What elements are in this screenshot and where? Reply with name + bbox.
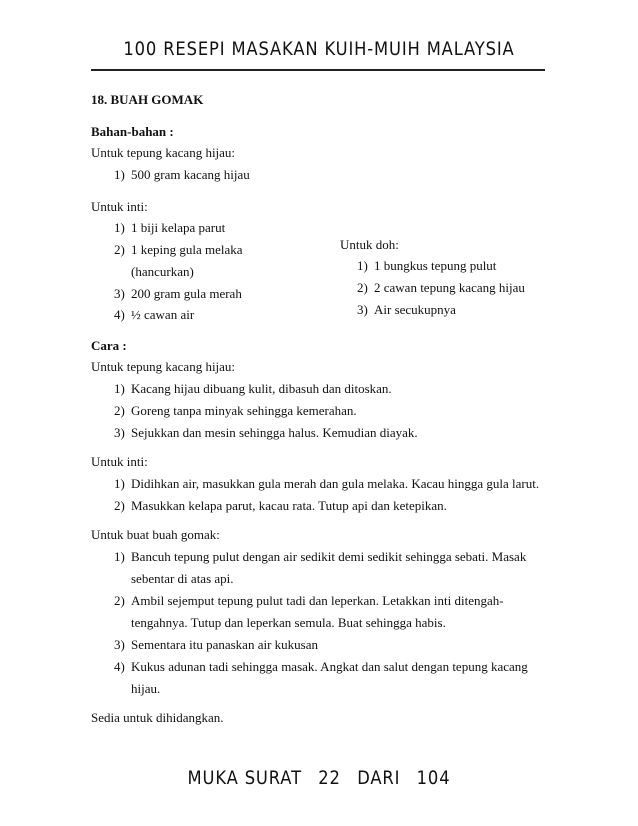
list-item: ½ cawan air bbox=[131, 307, 195, 322]
list-item: Air secukupnya bbox=[374, 302, 456, 317]
list-item: 500 gram kacang hijau bbox=[131, 167, 250, 182]
list-number: 1) bbox=[114, 220, 125, 235]
method-gomak-label: Untuk buat buah gomak: bbox=[91, 527, 220, 542]
book-title: 100 RESEPI MASAKAN KUIH-MUIH MALAYSIA bbox=[123, 38, 515, 60]
list-item-continuation: tengahnya. Tutup dan leperkan semula. Buat sehingga habis. bbox=[131, 615, 446, 630]
dough-label: Untuk doh: bbox=[340, 237, 399, 252]
list-item-continuation: sebentar di atas api. bbox=[131, 571, 234, 586]
filling-label: Untuk inti: bbox=[91, 199, 148, 214]
list-number: 1) bbox=[114, 476, 125, 491]
list-item: Bancuh tepung pulut dengan air sedikit demi sedikit sehingga sebati. Masak bbox=[131, 549, 527, 564]
list-number: 3) bbox=[114, 425, 125, 440]
page-of-label: DARI bbox=[357, 767, 401, 789]
list-item: Masukkan kelapa parut, kacau rata. Tutup api dan ketepikan. bbox=[131, 498, 447, 513]
list-number: 2) bbox=[114, 498, 125, 513]
list-item-continuation: hijau. bbox=[131, 681, 161, 696]
list-item: Sementara itu panaskan air kukusan bbox=[131, 637, 318, 652]
flour-label: Untuk tepung kacang hijau: bbox=[91, 145, 236, 160]
list-number: 4) bbox=[114, 659, 125, 674]
list-item: 2 cawan tepung kacang hijau bbox=[374, 280, 525, 295]
ingredients-heading: Bahan-bahan : bbox=[91, 124, 174, 139]
list-number: 3) bbox=[114, 637, 125, 652]
list-item: Kacang hijau dibuang kulit, dibasuh dan ditoskan. bbox=[131, 381, 392, 396]
list-item: 1 keping gula melaka bbox=[131, 242, 243, 257]
list-item: Didihkan air, masukkan gula merah dan gula melaka. Kacau hingga gula larut. bbox=[131, 476, 540, 491]
page-footer bbox=[45, 767, 594, 789]
list-number: 2) bbox=[114, 403, 125, 418]
list-number: 1) bbox=[114, 549, 125, 564]
list-number: 3) bbox=[114, 286, 125, 301]
list-item: Sejukkan dan mesin sehingga halus. Kemudian diayak. bbox=[131, 425, 418, 440]
list-item: 200 gram gula merah bbox=[131, 286, 242, 301]
list-number: 2) bbox=[357, 280, 368, 295]
list-item: Kukus adunan tadi sehingga masak. Angkat dan salut dengan tepung kacang bbox=[131, 659, 528, 674]
closing-line: Sedia untuk dihidangkan. bbox=[91, 710, 224, 725]
list-number: 4) bbox=[114, 307, 125, 322]
recipe-title: 18. BUAH GOMAK bbox=[91, 92, 204, 107]
list-item: Goreng tanpa minyak sehingga kemerahan. bbox=[131, 403, 357, 418]
list-number: 2) bbox=[114, 242, 125, 257]
list-number: 2) bbox=[114, 593, 125, 608]
header-divider bbox=[91, 69, 545, 71]
method-flour-label: Untuk tepung kacang hijau: bbox=[91, 359, 236, 374]
list-number: 3) bbox=[357, 302, 368, 317]
list-number: 1) bbox=[114, 167, 125, 182]
list-item-continuation: (hancurkan) bbox=[131, 264, 194, 279]
page-total: 104 bbox=[416, 767, 451, 789]
list-item: 1 bungkus tepung pulut bbox=[374, 258, 497, 273]
page-label: MUKA SURAT bbox=[187, 767, 302, 789]
list-number: 1) bbox=[114, 381, 125, 396]
list-item: 1 biji kelapa parut bbox=[131, 220, 226, 235]
list-item: Ambil sejemput tepung pulut tadi dan leperkan. Letakkan inti ditengah- bbox=[131, 593, 504, 608]
method-filling-label: Untuk inti: bbox=[91, 454, 148, 469]
method-heading: Cara : bbox=[91, 338, 127, 353]
list-number: 1) bbox=[357, 258, 368, 273]
page-number: 22 bbox=[318, 767, 341, 789]
